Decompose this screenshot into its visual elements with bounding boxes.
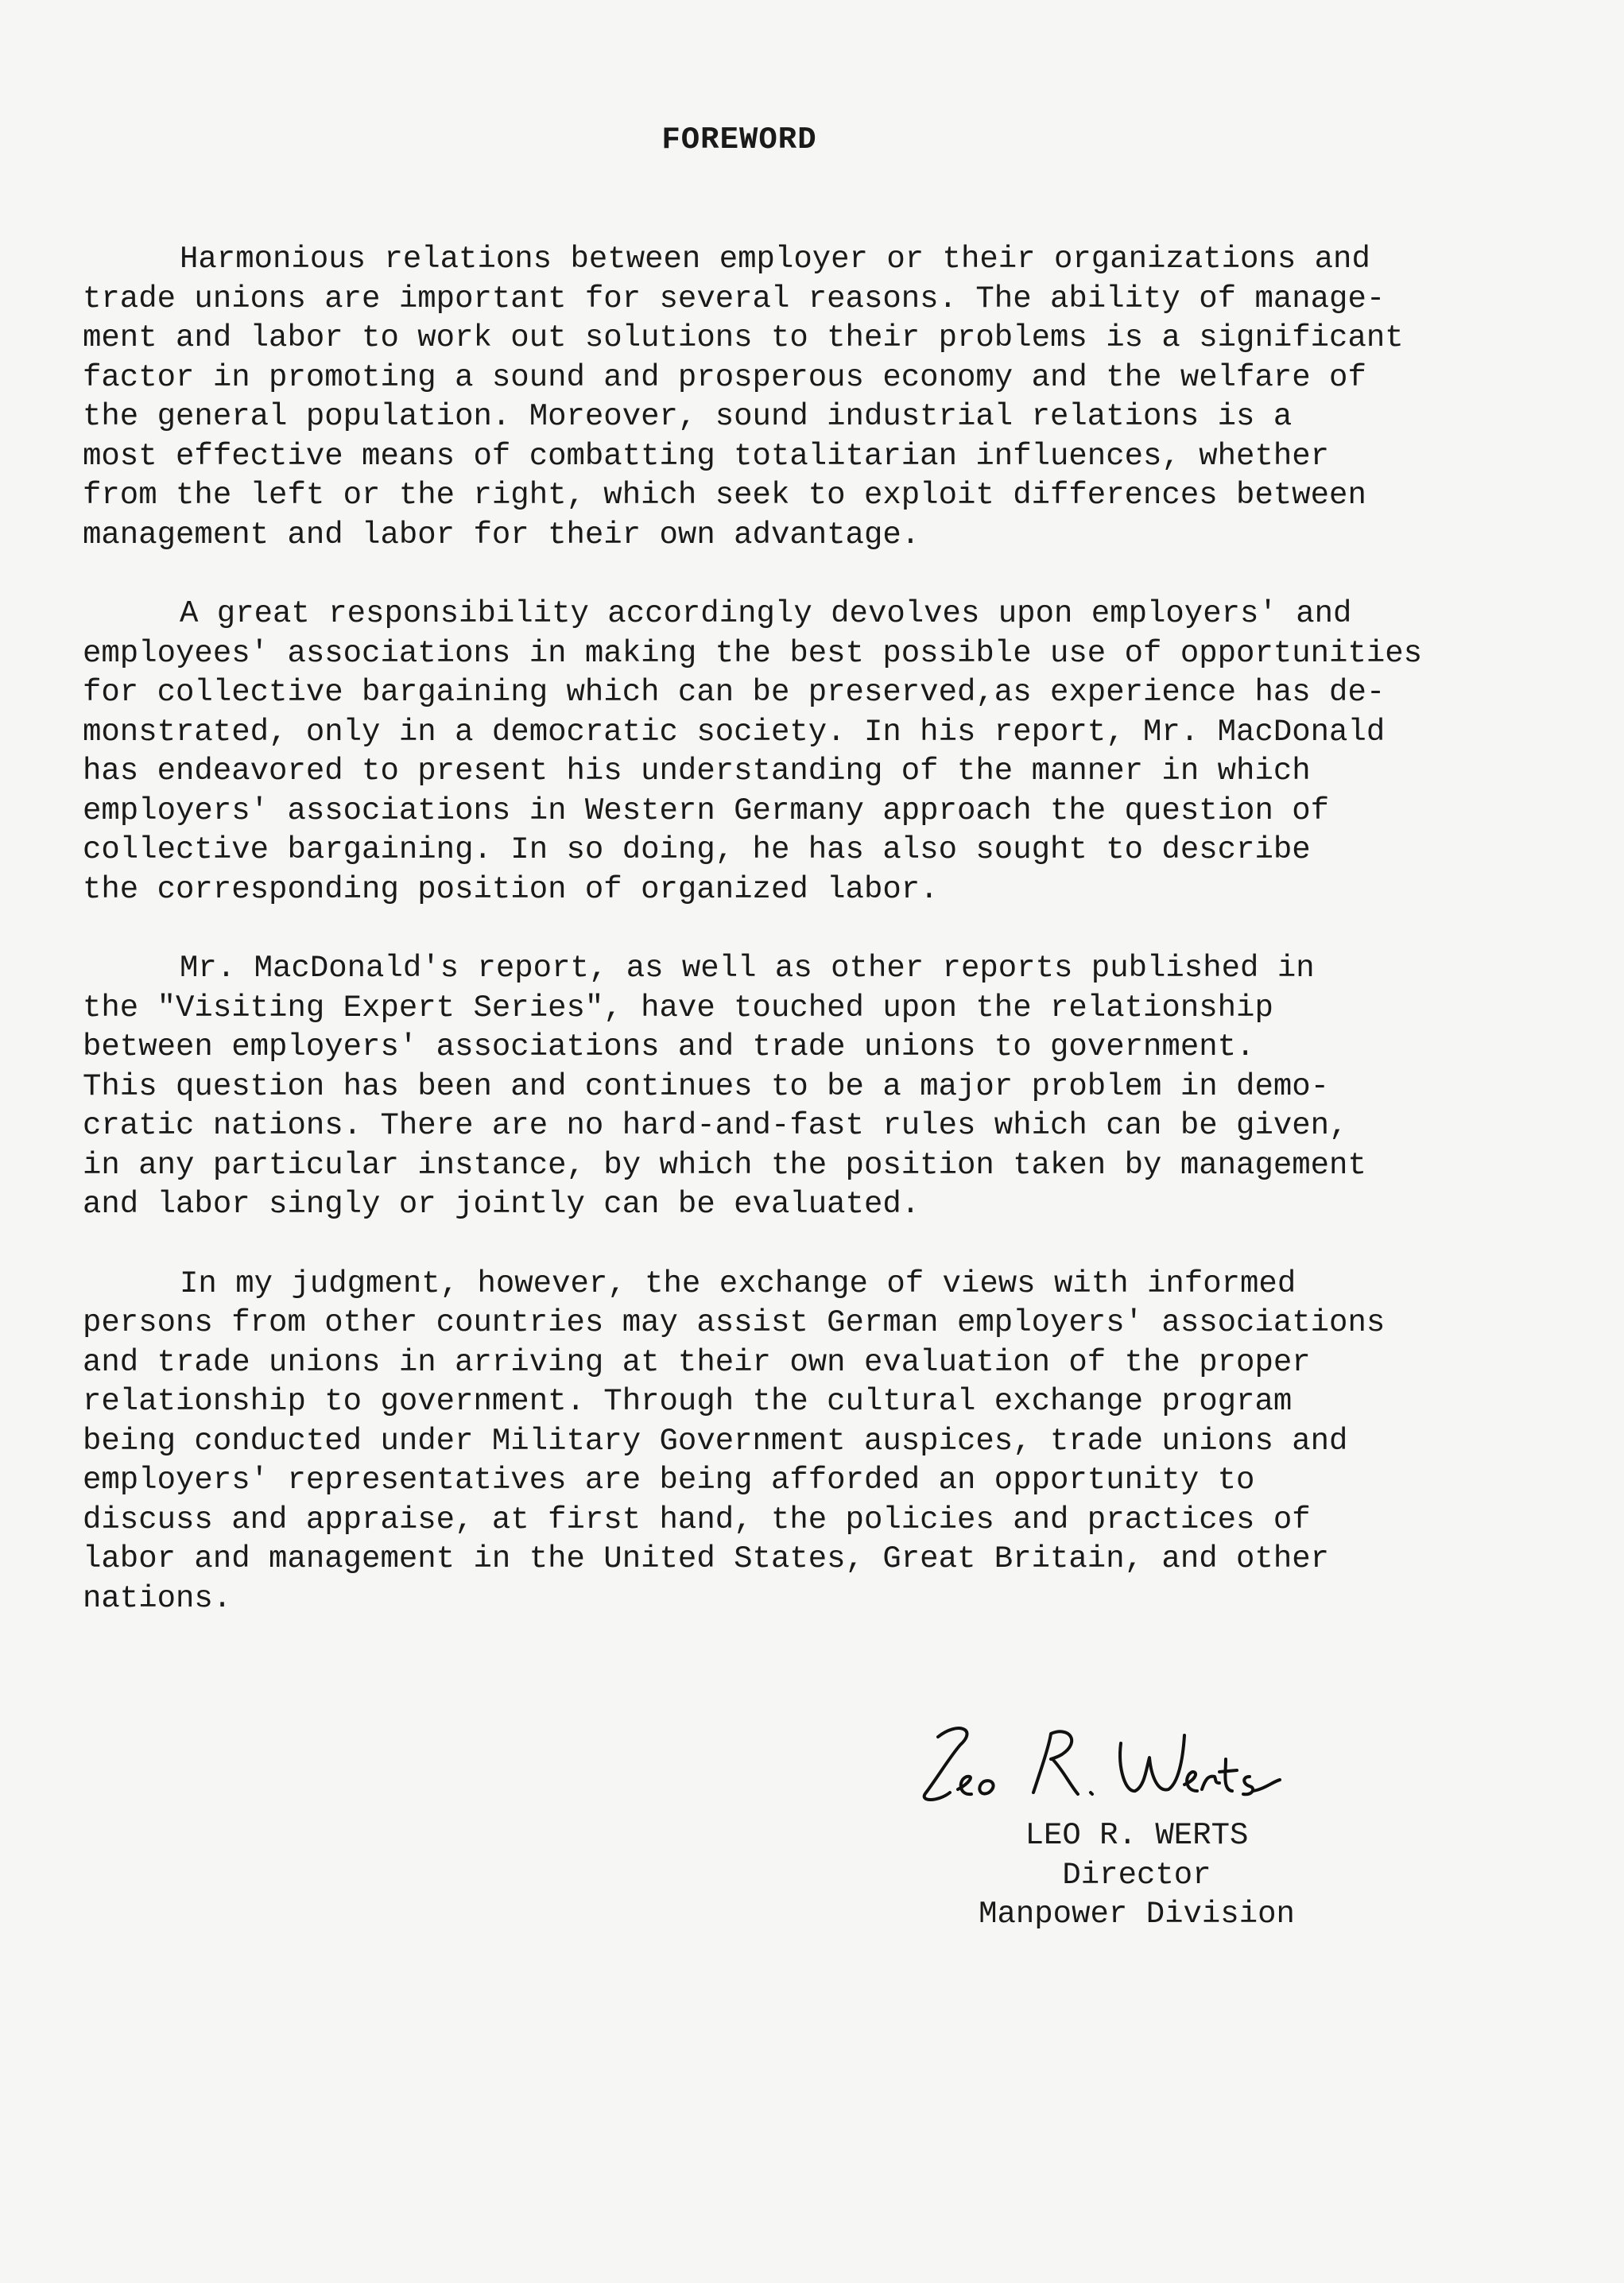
text-line: from the left or the right, which seek to exploit differences between [83,478,1366,513]
text-line: the "Visiting Expert Series", have touched upon the relationship [83,990,1273,1025]
text-line: and trade unions in arriving at their own evaluation of the proper [83,1344,1311,1380]
paragraph-4 [83,1265,1561,1619]
text-line: for collective bargaining which can be preserved,as experience has de- [83,675,1386,710]
text-line: the general population. Moreover, sound industrial relations is a [83,399,1293,434]
signatory-details [882,1816,1327,1935]
text-line: employers' representatives are being afforded an opportunity to [83,1463,1255,1498]
text-line: In my judgment, however, the exchange of views with informed [180,1266,1296,1301]
text-line: in any particular instance, by which the position taken by management [83,1147,1366,1183]
text-line: cratic nations. There are no hard-and-fast rules which can be given, [83,1108,1348,1143]
text-line: ment and labor to work out solutions to their problems is a significant [83,320,1404,355]
text-line: labor and management in the United States, Great Britain, and other [83,1541,1330,1576]
signatory-name: LEO R. WERTS [1025,1818,1249,1853]
text-line: Harmonious relations between employer or their organizations and [180,242,1370,277]
text-line: This question has been and continues to be a major problem in demo- [83,1068,1330,1104]
signatory-position: Director [1062,1857,1211,1893]
text-line: most effective means of combatting totalitarian influences, whether [83,438,1330,474]
page-title: FOREWORD [661,122,817,157]
paragraph-2 [83,595,1561,909]
foreword-body [83,240,1561,1658]
text-line: nations. [83,1580,232,1616]
signatory-division: Manpower Division [979,1897,1295,1932]
text-line: employers' associations in Western Germany approach the question of [83,793,1330,828]
text-line: the corresponding position of organized labor. [83,871,939,907]
text-line: monstrated, only in a democratic society. In his report, Mr. MacDonald [83,714,1386,750]
text-line: trade unions are important for several reasons. The ability of manage- [83,281,1386,316]
text-line: employees' associations in making the best possible use of opportunities [83,635,1423,671]
text-line: and labor singly or jointly can be evaluated. [83,1187,921,1222]
text-line: discuss and appraise, at first hand, the policies and practices of [83,1502,1311,1537]
text-line: factor in promoting a sound and prosperous economy and the welfare of [83,359,1366,395]
text-line: between employers' associations and trade unions to government. [83,1029,1255,1064]
text-line: collective bargaining. In so doing, he has also sought to describe [83,832,1311,867]
text-line: Mr. MacDonald's report, as well as other reports published in [180,951,1315,986]
text-line: has endeavored to present his understanding of the manner in which [83,754,1311,789]
paragraph-1 [83,240,1561,555]
text-line: persons from other countries may assist German employers' associations [83,1305,1386,1340]
text-line: management and labor for their own advantage. [83,517,921,552]
text-line: A great responsibility accordingly devolves upon employers' and [180,596,1352,631]
signature-block [882,1713,1327,1935]
text-line: relationship to government. Through the cultural exchange program [83,1384,1293,1419]
handwritten-signature [882,1713,1327,1816]
paragraph-3 [83,949,1561,1225]
text-line: being conducted under Military Government auspices, trade unions and [83,1423,1348,1459]
